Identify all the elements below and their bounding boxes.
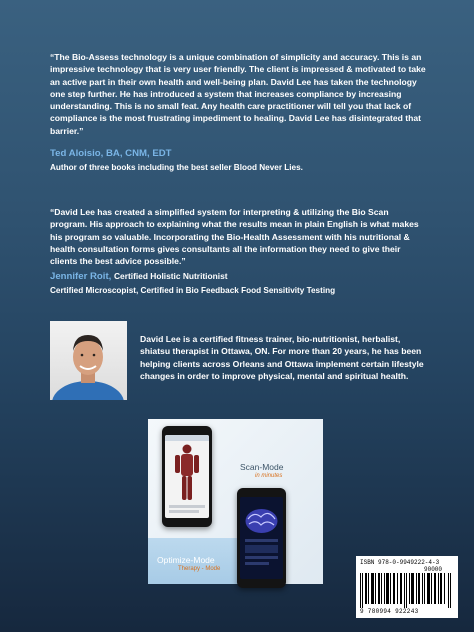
author-name-1: Ted Aloisio, BA, CNM, EDT [50,148,172,159]
testimonial-author-description-2: Certified Microscopist, Certified in Bio Feedback Food Sensitivity Testing [50,286,336,295]
author-credential-2: Certified Holistic Nutritionist [113,271,228,281]
optimize-mode-label: Optimize-Mode [157,555,215,565]
isbn-barcode [356,556,458,618]
barcode-bars [360,573,454,608]
author-name-2: Jennifer Roit, [50,271,112,282]
phone-optimize-mode [237,488,286,588]
scan-mode-sublabel: in minutes [255,473,283,479]
scan-mode-label: Scan-Mode [240,462,284,472]
phone-screen-brain-scan [240,497,283,579]
testimonial-author-1 [50,148,172,159]
testimonial-quote-2: “David Lee has created a simplified system for interpreting & utilizing the Bio Scan program. His approach to explaining what the results mean in plain English is what makes his program so valuable. Incorporating the Bio-Health Assessment with his nutritional & health consultation forms gives consultants all the information they need to give their clients the best advice possible.” [50,207,419,267]
testimonial-author-2 [50,271,228,282]
phone-screen-body-scan [165,435,209,518]
phone-scan-mode [162,426,212,527]
author-bio: David Lee is a certified fitness trainer, bio-nutritionist, herbalist, shiatsu therapist in Ottawa, ON. For more than 20 years, he has been helping clients across Orleans and Ottawa implement certain lifestyle changes in order to improve physical, mental and spiritual health. [140,334,424,382]
optimize-mode-sublabel: Therapy - Mode [178,566,221,572]
isbn-number: ISBN 978-0-9949222-4-3 [360,559,440,566]
barcode-price-code: 90000 [424,566,443,573]
testimonial-quote-1: “The Bio-Assess technology is a unique combination of simplicity and accuracy. This is an impressive technology that is very user friendly. The client is impressed & motivated to take an active part in their own health and well-being plan. David Lee has taken the technology one step further. He has introduced a system that increases compliance by increasing understanding. This is no small feat. Any health care practitioner will tell you that lack of compliance is the most frustrating impediment to healing. David Lee has disintegrated that barrier.” [50,52,426,136]
author-photo [50,321,127,400]
testimonial-author-description-1: Author of three books including the best seller Blood Never Lies. [50,163,303,172]
barcode-digits: 9 780994 922243 [360,608,419,615]
